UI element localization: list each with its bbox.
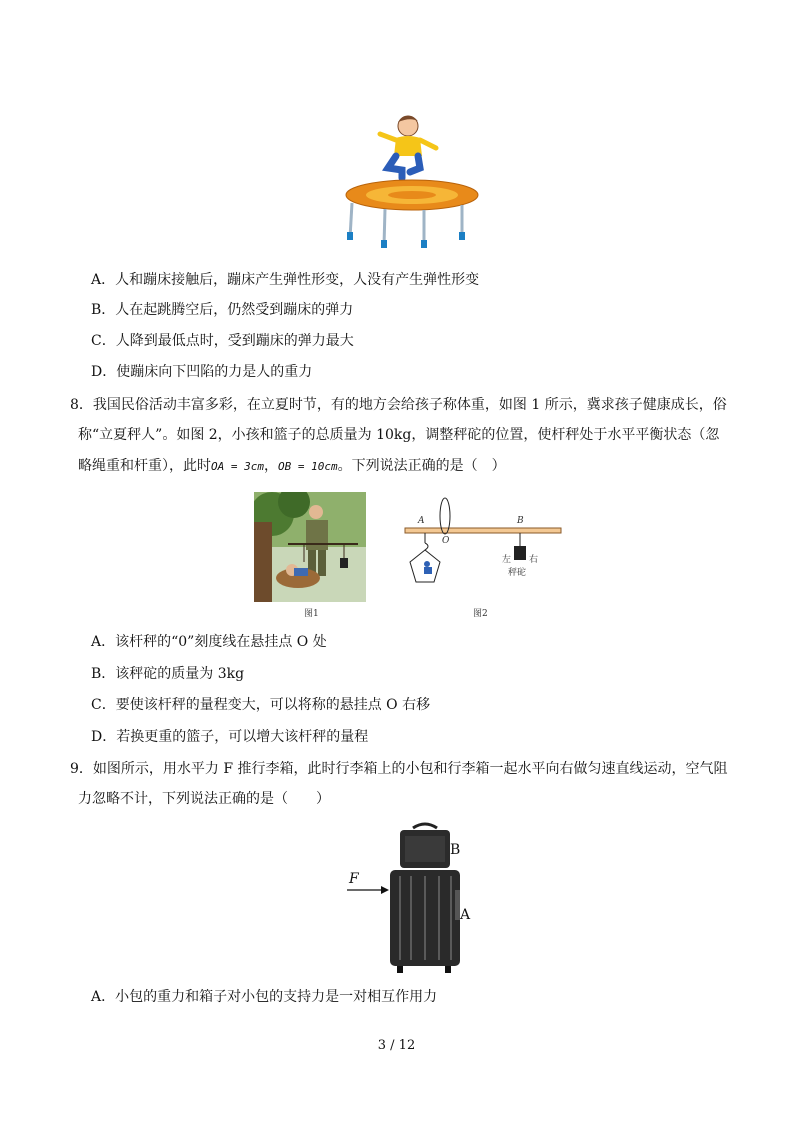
q8-separator: ， [263, 458, 278, 474]
q8-formula-ob: OB = 10cm [277, 460, 338, 473]
q9-label-a: A [460, 907, 471, 923]
q8-label-o: O [442, 536, 450, 546]
q7-option-c: C．人降到最低点时，受到蹦床的弹力最大 [91, 333, 354, 349]
q8-figure-2-caption: 图2 [473, 609, 488, 619]
q8-label-right: 右 [529, 555, 539, 565]
q8-figure-1 [254, 492, 366, 602]
q8-stem-text-end: 。下列说法正确的是（ ） [337, 458, 506, 474]
q7-option-a: A．人和蹦床接触后，蹦床产生弹性形变，人没有产生弹性形变 [91, 272, 480, 288]
page-number: 3 / 12 [377, 1038, 416, 1053]
q8-option-c: C．要使该杆秤的量程变大，可以将称的悬挂点 O 右移 [91, 697, 431, 713]
q8-figure-2 [400, 496, 565, 601]
q8-stem-line-2: 称“立夏秤人”。如图 2，小孩和篮子的总质量为 10kg，调整秤砣的位置，使杆秤处于水平平衡状态（忽 [78, 427, 720, 443]
q9-stem-line-1: 9．如图所示，用水平力 F 推行李箱，此时行李箱上的小包和行李箱一起水平向右做匀速直线运动，空气阻 [70, 761, 728, 777]
trampoline-figure [340, 108, 485, 258]
q8-label-a: A [418, 516, 425, 526]
q9-stem-line-2: 力忽略不计，下列说法正确的是（ ） [78, 791, 330, 807]
q8-option-a: A．该杆秤的“0”刻度线在悬挂点 O 处 [91, 634, 327, 650]
q8-option-d: D．若换更重的篮子，可以增大该杆秤的量程 [91, 729, 369, 745]
q8-label-weight: 秤砣 [508, 568, 527, 578]
q8-label-left: 左 [502, 555, 512, 565]
q7-option-b: B．人在起跳腾空后，仍然受到蹦床的弹力 [91, 302, 354, 318]
q8-figure-1-caption: 图1 [304, 609, 319, 619]
q8-stem-text: 略绳重和杆重），此时 [78, 458, 211, 474]
q7-option-d: D．使蹦床向下凹陷的力是人的重力 [91, 364, 313, 380]
q8-formula-oa: OA = 3cm [211, 460, 264, 473]
q8-stem-line-1: 8．我国民俗活动丰富多彩，在立夏时节，有的地方会给孩子称体重，如图 1 所示，冀求孩子健康成长，俗 [70, 397, 727, 413]
q9-label-b: B [450, 842, 461, 858]
q9-option-a: A．小包的重力和箱子对小包的支持力是一对相互作用力 [91, 989, 438, 1005]
q8-stem-line-3 [78, 456, 506, 477]
q8-option-b: B．该秤砣的质量为 3kg [91, 666, 245, 682]
q9-force-label: F [349, 871, 359, 887]
q8-label-b: B [517, 516, 524, 526]
